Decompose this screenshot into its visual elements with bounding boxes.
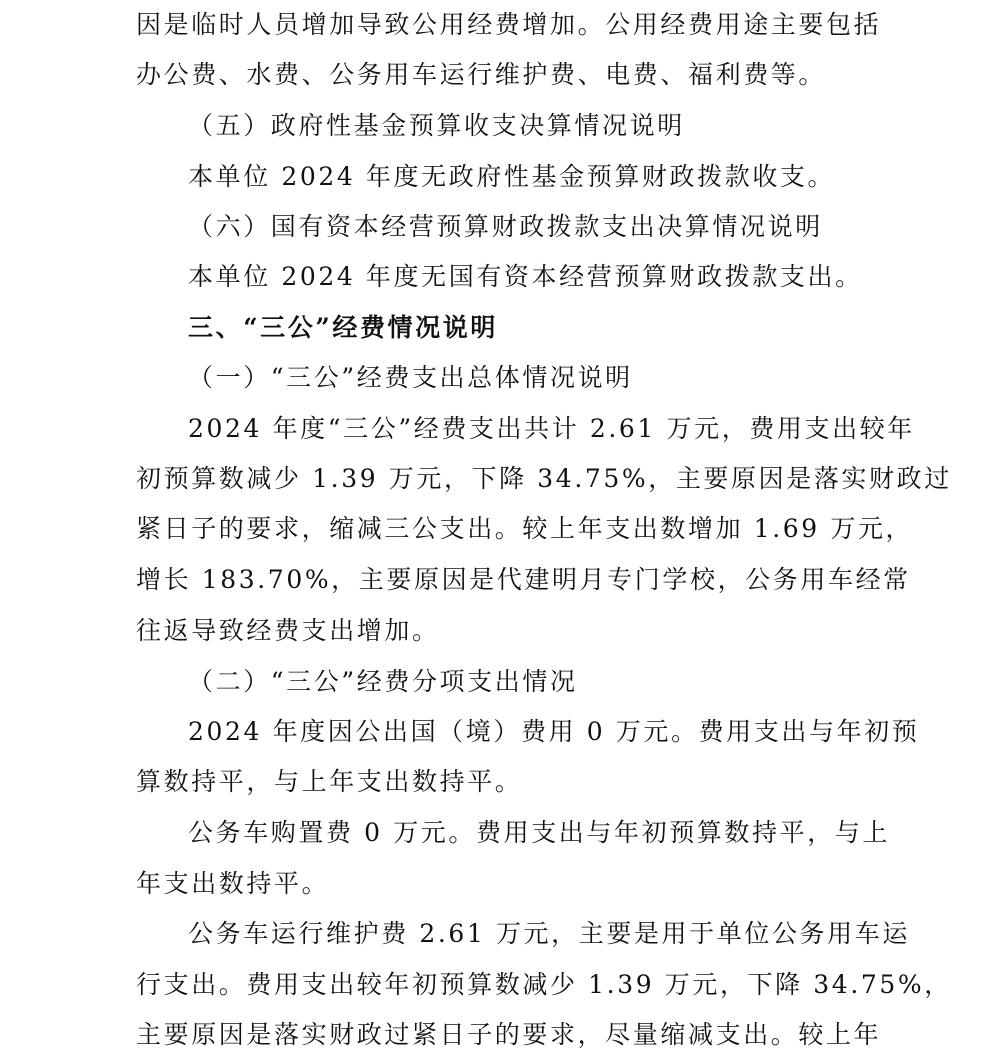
line-text: 初预算数减少 1.39 万元，下降 34.75%，主要原因是落实财政过	[136, 464, 952, 493]
line-text: 因是临时人员增加导致公用经费增加。公用经费用途主要包括	[136, 10, 882, 39]
line-text: 增长 183.70%，主要原因是代建明月专门学校，公务用车经常	[136, 565, 911, 594]
line-text: 往返导致经费支出增加。	[136, 616, 440, 645]
paragraph-line	[0, 8, 1000, 42]
line-text: 主要原因是落实财政过紧日子的要求，尽量缩减支出。较上年	[136, 1020, 882, 1049]
heading-text: （一）“三公”经费支出总体情况说明	[188, 363, 633, 392]
paragraph-line	[0, 1018, 1000, 1052]
paragraph-line	[0, 462, 1000, 496]
heading-text: 三、“三公”经费情况说明	[188, 313, 498, 342]
line-text: 本单位 2024 年度无政府性基金预算财政拨款收支。	[188, 162, 836, 191]
paragraph-line	[0, 917, 1000, 951]
paragraph-line	[0, 160, 1000, 194]
line-text: 紧日子的要求，缩减三公支出。较上年支出数增加 1.69 万元，	[136, 514, 914, 543]
paragraph-line	[0, 563, 1000, 597]
line-text: 2024 年度“三公”经费支出共计 2.61 万元，费用支出较年	[188, 414, 915, 443]
section-heading	[0, 109, 1000, 143]
paragraph-line	[0, 715, 1000, 749]
paragraph-line	[0, 58, 1000, 92]
paragraph-line	[0, 260, 1000, 294]
line-text: 公务车运行维护费 2.61 万元，主要是用于单位公务用车运	[188, 919, 910, 948]
line-text: 办公费、水费、公务用车运行维护费、电费、福利费等。	[136, 60, 827, 89]
line-text: 本单位 2024 年度无国有资本经营预算财政拨款支出。	[188, 262, 863, 291]
line-text: 算数持平，与上年支出数持平。	[136, 767, 523, 796]
paragraph-line	[0, 614, 1000, 648]
heading-text: （五）政府性基金预算收支决算情况说明	[188, 111, 685, 140]
heading-text: （二）“三公”经费分项支出情况	[188, 667, 578, 696]
major-heading	[0, 311, 1000, 345]
paragraph-line	[0, 412, 1000, 446]
heading-text: （六）国有资本经营预算财政拨款支出决算情况说明	[188, 212, 823, 241]
paragraph-line	[0, 765, 1000, 799]
paragraph-line	[0, 968, 1000, 1002]
line-text: 2024 年度因公出国（境）费用 0 万元。费用支出与年初预	[188, 717, 920, 746]
line-text: 行支出。费用支出较年初预算数减少 1.39 万元，下降 34.75%，	[136, 970, 952, 999]
line-text: 年支出数持平。	[136, 869, 330, 898]
section-heading	[0, 210, 1000, 244]
paragraph-line	[0, 512, 1000, 546]
section-heading	[0, 665, 1000, 699]
paragraph-line	[0, 867, 1000, 901]
section-heading	[0, 361, 1000, 395]
line-text: 公务车购置费 0 万元。费用支出与年初预算数持平，与上	[188, 818, 891, 847]
paragraph-line	[0, 816, 1000, 850]
